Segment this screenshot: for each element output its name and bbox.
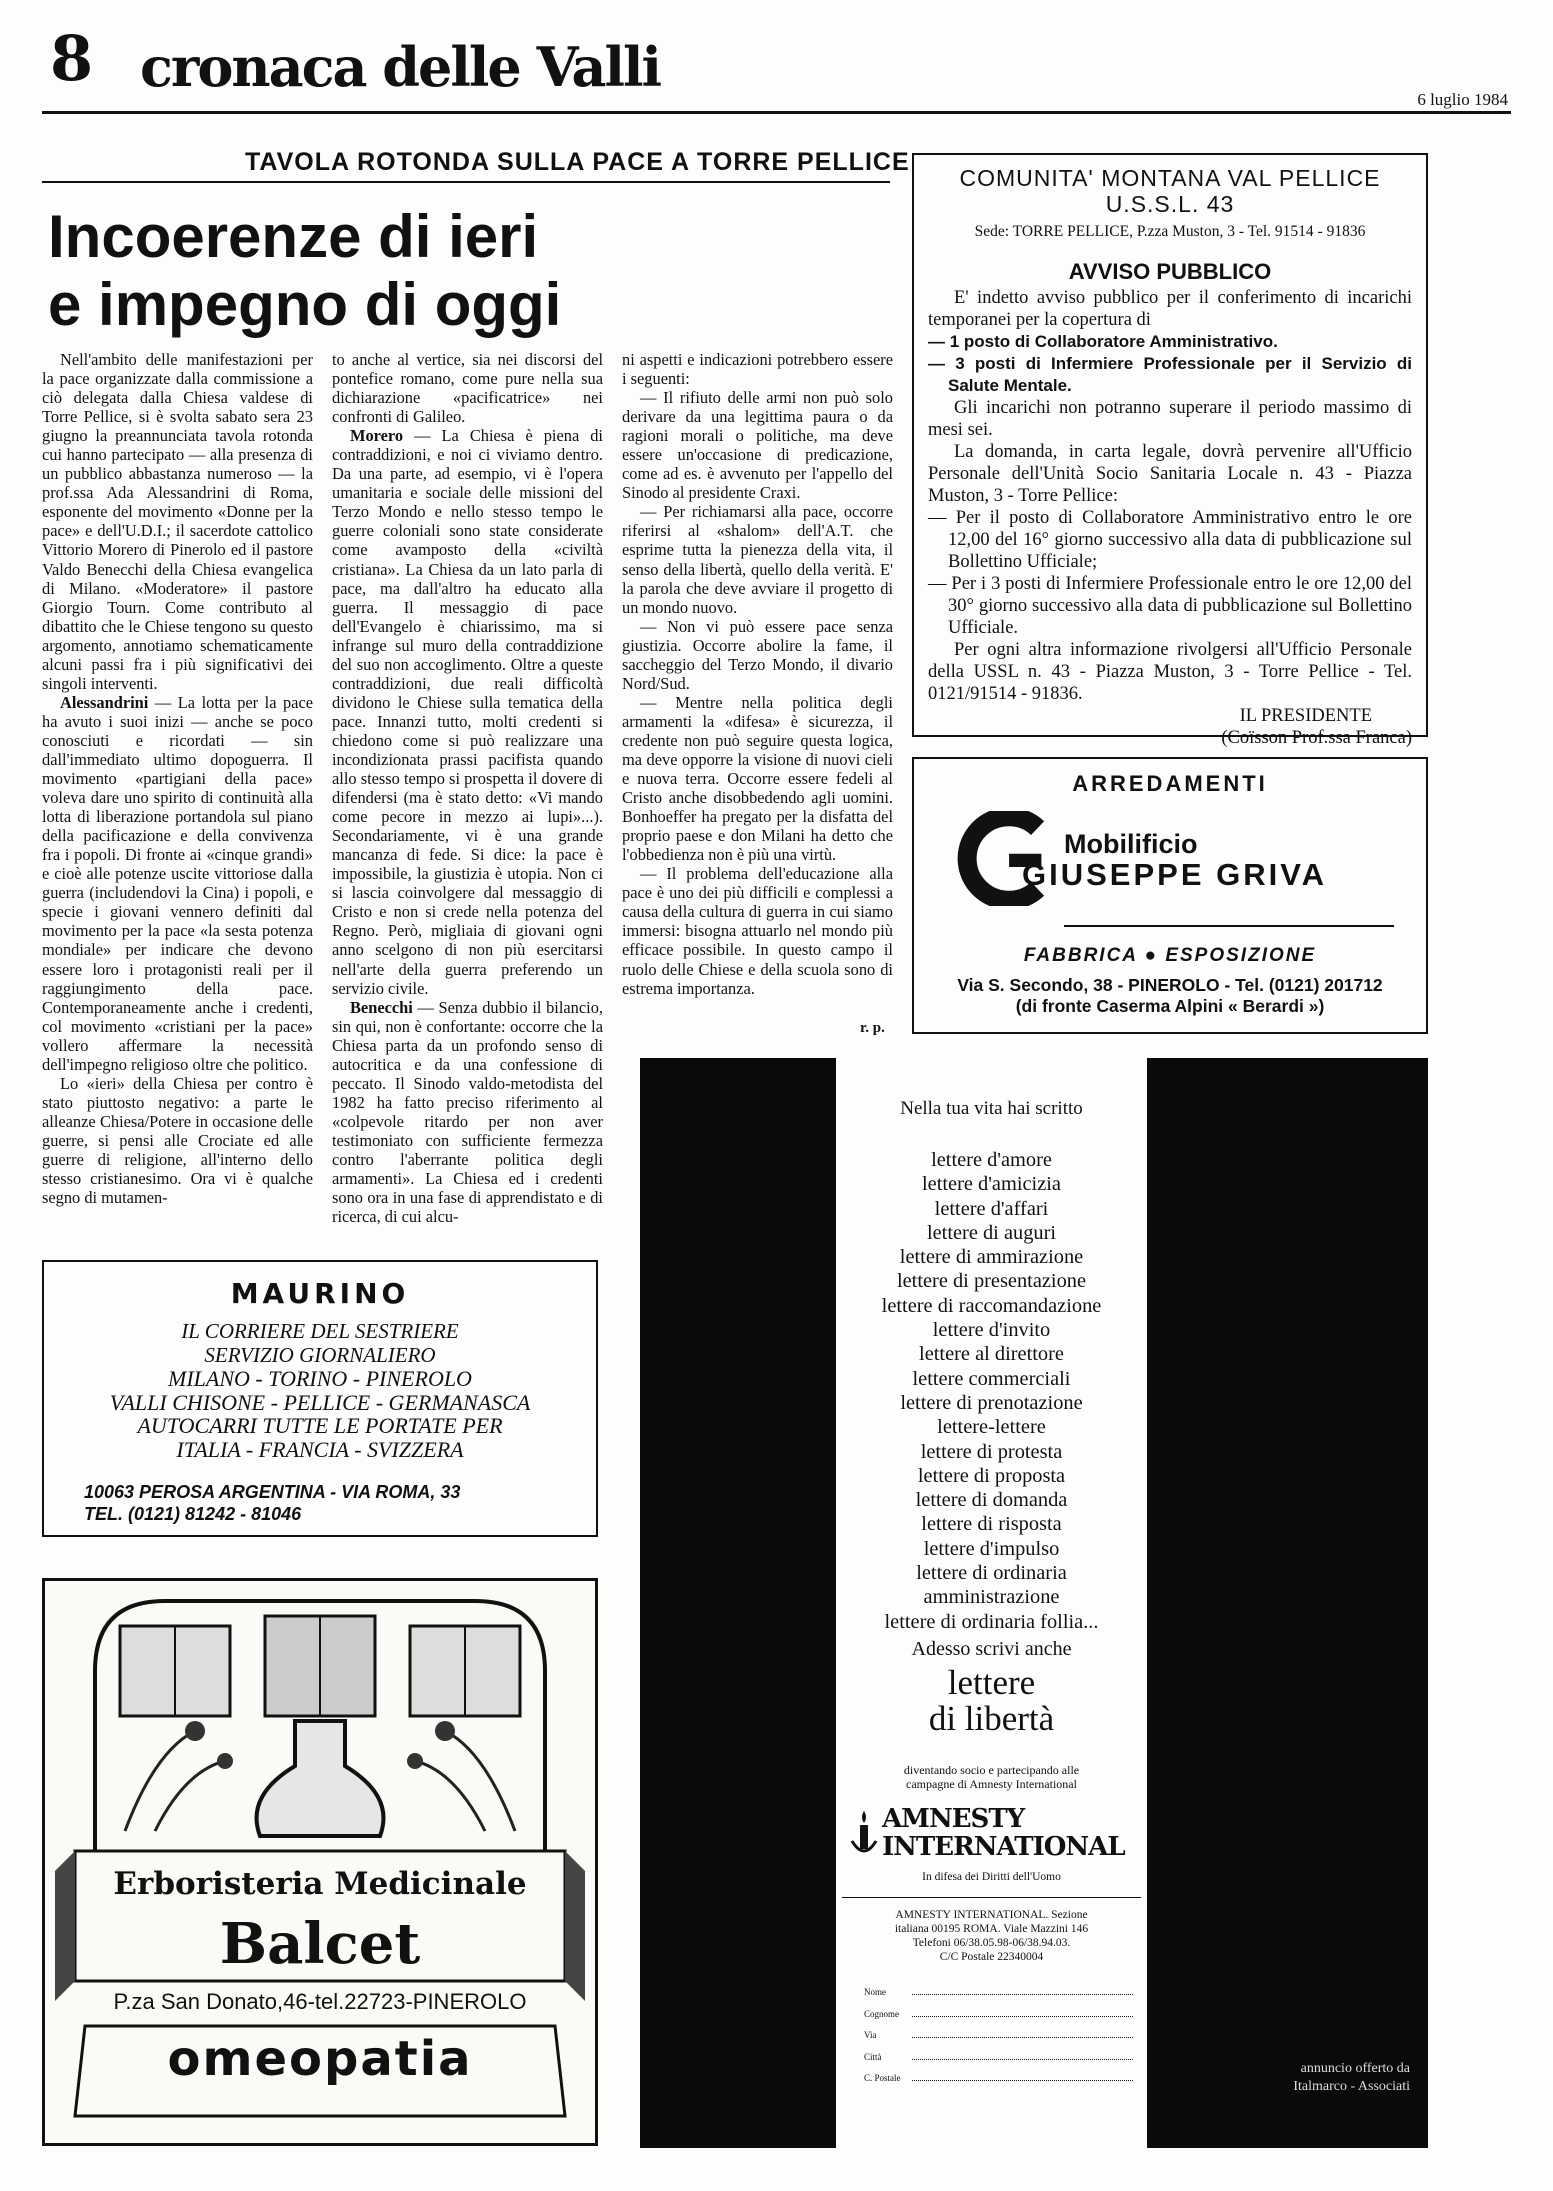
notice-signer-role: IL PRESIDENTE [1239, 706, 1372, 726]
list-item: lettere commerciali [912, 1367, 1071, 1390]
article-column-1 [42, 350, 313, 1262]
list-item: lettere d'affari [934, 1197, 1049, 1220]
article-paragraph: to anche al vertice, sia nei discorsi del pontefice romano, come pure nella sua dichiarazione «pacificatrice» nei confronti di Galileo. [332, 350, 603, 427]
list-item: lettere-lettere [937, 1416, 1046, 1439]
credit-line: annuncio offerto da [1300, 2061, 1410, 2076]
furniture-ad [912, 757, 1428, 1034]
article-paragraph: — Mentre nella politica degli armamenti la «difesa» è sicurezza, il credente non può seguire questa logica, ma deve opporre la visione di nuovi cieli e nuova terra. Occorre essere fedeli al Cristo anche disobbedendo agli uomini. Bonhoeffer ha pregato per la disfatta del proprio paese e don Milani ha detto che l'obbedienza non è più una virtù. [622, 692, 893, 865]
article-paragraph: — Non vi può essere pace senza giustizia. Occorre abolire la fame, il saccheggio del Terzo Mondo, il divario Nord/Sud. [622, 616, 893, 693]
author-initials: r. p. [860, 1020, 885, 1036]
ad-title: MAURINO [230, 1277, 410, 1310]
section-line: italiana 00195 ROMA. Viale Mazzini 146 [894, 1922, 1089, 1935]
ad-call: Adesso scrivi anche [911, 1637, 1072, 1660]
article-column-2 [332, 350, 603, 1262]
field-label: Cognome [864, 2008, 899, 2019]
shop-name: Balcet [219, 1911, 421, 1977]
courier-ad [42, 1260, 598, 1537]
coupon-divider [842, 1897, 1141, 1898]
issue-date: 6 luglio 1984 [1417, 90, 1508, 109]
logo-word-1: AMNESTY [882, 1803, 1025, 1834]
article-headline [48, 203, 808, 339]
notice-post: — 1 posto di Collaboratore Amministrativo. [928, 332, 1278, 351]
speaker-name: Benecchi [350, 997, 413, 1017]
ad-heading: ARREDAMENTI [1072, 771, 1268, 796]
article-paragraph: — Il problema dell'educazione alla pace è uno dei più difficili e complessi a causa della cultura di guerra in cui siamo immersi: bisogna attuarlo nel mondo più efficace possibile. In questo campo il ruolo delle Chiese e della scuola sono di estrema importanza. [622, 864, 893, 998]
shop-specialty: omeopatia [167, 2031, 473, 2087]
ad-tagline: FABBRICA ● ESPOSIZIONE [1023, 945, 1317, 966]
speaker-name: Alessandrini [60, 692, 149, 712]
form-field-cognome[interactable] [864, 1997, 1147, 2019]
field-label: C. Postale [864, 2073, 901, 2084]
ad-black-panel-left [640, 1058, 836, 2148]
field-line [912, 2037, 1133, 2038]
newspaper-title: cronaca delle Valli [140, 35, 661, 99]
list-item: lettere d'invito [932, 1319, 1051, 1342]
list-item: lettere di presentazione [896, 1270, 1087, 1293]
list-item: lettere d'amore [931, 1149, 1052, 1171]
section-line: AMNESTY INTERNATIONAL. Sezione [895, 1908, 1088, 1921]
notice-address: Sede: TORRE PELLICE, P.zza Muston, 3 - Tel. 91514 - 91836 [974, 223, 1366, 240]
public-notice-box [912, 153, 1428, 748]
ad-line: IL CORRIERE DEL SESTRIERE [181, 1319, 459, 1343]
article-paragraph [332, 426, 603, 997]
list-item: lettere di domanda [915, 1489, 1068, 1512]
address-line: 10063 PEROSA ARGENTINA - VIA ROMA, 33 [84, 1482, 461, 1502]
headline-line-1: Incoerenze di ieri [48, 203, 539, 270]
list-item: lettere di auguri [926, 1221, 1057, 1244]
ad-address [914, 975, 1426, 1017]
ad-line: MILANO - TORINO - PINEROLO [168, 1366, 472, 1391]
speaker-name: Morero [350, 426, 404, 446]
coupon-form [836, 1976, 1147, 2084]
ad-slogan-line-2: di libertà [928, 1698, 1055, 1738]
list-item: lettere di ammirazione [899, 1246, 1084, 1269]
ad-credit [1293, 2060, 1410, 2096]
notice-intro: E' indetto avviso pubblico per il conferimento di incarichi temporanei per la copertura di [928, 288, 1412, 330]
candle-icon [850, 1807, 878, 1863]
article-paragraph: Lo «ieri» della Chiesa per contro è stato piuttosto negativo: a parte le alleanze Chiesa/Potere in occasione delle guerre, si pensi alle Crociate ed alle guerre di religione, all'interno dello stesso cristianesimo. Ora vi è qualche segno di mutamen- [42, 1073, 313, 1208]
list-item: lettere al direttore [919, 1343, 1064, 1366]
ad-address [84, 1482, 460, 1525]
paragraph-text: — La Chiesa è piena di contraddizioni, e noi ci viviamo dentro. Da una parte, ad esempio, vi è l'opera umanitaria e sociale delle missioni del Terzo Mondo e nello stesso tempo le guerre coloniali sono state considerate come avamposto della «civiltà cristiana». La Chiesa da un lato parla di pace, ma dall'altro ha educato alla guerra. Il messaggio di pace dell'Evangelo è chiarissimo, ma si infrange sul muro della contraddizione del suo non accoglimento. Oltre a queste contraddizioni, due reali difficoltà dividono le Chiese sulla tematica della pace. Innanzi tutto, molti credenti si chiedono come si può realizzare una incondizionata prassi pacifista quando allo stesso tempo si prospetta il dovere di difendersi (ma è stato detto: «Vi mando come pecore in mezzo ai lupi»...). Secondariamente, vi è una grande mancanza di fede. Si dice: la pace è impossibile, la giustizia è utopia. Non ci si lascia coinvolgere dal messaggio di Cristo e non si crede nella potenza del Regno. Però, migliaia di giovani ogni anno scelgono di non più esercitarsi nell'arte della guerra preferendo un servizio civile. [332, 426, 603, 998]
amnesty-logo [836, 1805, 1147, 1871]
field-line [912, 1994, 1133, 1995]
article-column-3 [622, 350, 893, 1030]
list-item: amministrazione [923, 1586, 1060, 1609]
page-number: 8 [50, 22, 94, 95]
list-item: lettere di raccomandazione [881, 1294, 1102, 1317]
ad-intro: Nella tua vita hai scritto [900, 1098, 1083, 1119]
article-paragraph: Nell'ambito delle manifestazioni per la pace organizzate dalla commissione a ciò delegata dalla Chiesa valdese di Torre Pellice, si è svolta sabato sera 23 giugno la preannunciata tavola rotonda cui hanno partecipato — alla presenza di un pubblico abbastanza numeroso — la prof.ssa Ada Alessandrini di Roma, esponente del movimento «Donne per la pace» e dell'U.D.I.; il sacerdote cattolico Vittorio Morero di Pinerolo ed il pastore Valdo Benecchi della Chiesa evangelica di Milano. «Moderatore» il pastore Giorgio Tourn. Come contributo al dibattito che le Chiese tengono su questo argomento, annotiamo schematicamente alcuni passi fra i più significativi dei singoli interventi. [42, 350, 313, 693]
field-line [912, 2080, 1133, 2081]
form-field-via[interactable] [864, 2019, 1147, 2041]
shop-type: Erboristeria Medicinale [113, 1866, 527, 1902]
field-label: Nome [864, 1987, 886, 1998]
form-field-nome[interactable] [864, 1976, 1147, 1998]
article-kicker: TAVOLA ROTONDA SULLA PACE A TORRE PELLICE [245, 148, 910, 176]
letters-list [836, 1148, 1147, 1634]
notice-deadline: — Per il posto di Collaboratore Amministrativo entro le ore 12,00 del 16° giorno successivo alla data di pubblicazione sul Bollettino Ufficiale; [928, 508, 1412, 572]
list-item: lettere di prenotazione [900, 1391, 1083, 1414]
notice-heading: AVVISO PUBBLICO [1068, 259, 1272, 284]
article-paragraph: — Per richiamarsi alla pace, occorre riferirsi al «shalom» dell'A.T. che esprime tutta la pienezza della vita, il senso della libertà, quello della verità. E' la parola che deve avviare il progetto di un mondo nuovo. [622, 502, 893, 617]
ad-line: VALLI CHISONE - PELLICE - GERMANASCA [109, 1389, 531, 1415]
list-item: lettere di ordinaria follia... [884, 1610, 1099, 1633]
field-label: Città [864, 2051, 882, 2062]
list-item: lettere di ordinaria [916, 1562, 1067, 1585]
ad-line: SERVIZIO GIORNALIERO [204, 1342, 436, 1367]
herbalist-ad [42, 1578, 598, 2146]
list-item: lettere di risposta [921, 1513, 1062, 1536]
notice-signer-name: (Coïsson Prof.ssa Franca) [1221, 728, 1412, 748]
list-item: lettere di protesta [920, 1440, 1063, 1463]
headline-line-2: e impegno di oggi [48, 271, 562, 338]
list-item: lettere di proposta [917, 1464, 1066, 1487]
phone-line: TEL. (0121) 81242 - 81046 [84, 1503, 302, 1524]
logo-tagline: In difesa dei Diritti dell'Uomo [922, 1870, 1061, 1883]
ad-slogan-line-1: lettere [947, 1662, 1036, 1702]
field-line [912, 2059, 1133, 2060]
masthead-divider [42, 111, 1511, 114]
logo-word-2: INTERNATIONAL [882, 1831, 1125, 1862]
article-paragraph: — Il rifiuto delle armi non può solo derivare da una legittima paura o da ragioni morali o politiche, ma deve essere un'occasione di predicazione, come ad es. è avvenuto per l'appello del Sinodo al presidente Craxi. [622, 388, 893, 503]
brand-line-2: GIUSEPPE GRIVA [1022, 857, 1327, 892]
small-line: campagne di Amnesty International [906, 1776, 1077, 1791]
small-line: diventando socio e partecipando alle [903, 1762, 1080, 1777]
brand-underline [1064, 925, 1394, 927]
section-address [836, 1908, 1147, 1964]
brand-line-1: Mobilificio [1064, 829, 1198, 859]
notice-issuer: COMUNITA' MONTANA VAL PELLICE [959, 165, 1381, 191]
shop-address: P.za San Donato,46-tel.22723-PINEROLO [113, 1989, 527, 2014]
article-paragraph [332, 998, 603, 1227]
kicker-divider [42, 181, 890, 183]
notice-info: Per ogni altra informazione rivolgersi all'Ufficio Personale della USSL n. 43 - Piazza Muston, 3 - Torre Pellice - Tel. 0121/91514 - 91836. [928, 640, 1412, 704]
amnesty-ad [836, 1058, 1147, 2148]
address-line: Via S. Secondo, 38 - PINEROLO - Tel. (0121) 201712 [957, 975, 1383, 995]
section-line: C/C Postale 22340004 [939, 1950, 1044, 1963]
paragraph-text: — Senza dubbio il bilancio, sin qui, non è confortante: occorre che la Chiesa parta da un profondo senso di autocritica e da una confessione di peccato. Il Sinodo valdo-metodista del 1982 ha fatto preciso riferimento al «colpevole ritardo per non aver testimoniato con sufficiente fermezza contro l'aberrante politica degli armamenti». La Chiesa ed i credenti sono ora in una fase di apprendistato e di ricerca, di cui alcu- [332, 997, 603, 1227]
ad-small-text [836, 1763, 1147, 1791]
ad-line: AUTOCARRI TUTTE LE PORTATE PER [137, 1413, 503, 1438]
notice-application: La domanda, in carta legale, dovrà pervenire all'Ufficio Personale dell'Unità Socio Sanitaria Locale n. 43 - Piazza Muston, 3 - Torre Pellice: [928, 442, 1412, 506]
field-line [912, 2016, 1133, 2017]
notice-post: — 3 posti di Infermiere Professionale per il Servizio di Salute Mentale. [928, 354, 1412, 395]
form-field-citta[interactable] [864, 2040, 1147, 2062]
paragraph-text: — La lotta per la pace ha avuto i suoi inizi — anche se poco conosciuti e ricordati — sin dall'immediato ultimo dopoguerra. Il movimento «partigiani della pace» voleva dare uno spirito di continuità alla lotta di liberazione portandola sul piano della pacificazione e della convivenza fra i popoli. Di fronte ai «cinque grandi» e cioè alle potenze uscite vittoriose dalla guerra (includendovi la Cina) i popoli, e specie i giovani vennero definiti dal movimento per la pace «la sesta potenza mondiale» per indicare che devono essere loro i protagonisti reali per il raggiungimento della pace. Contemporaneamente anche i credenti, col movimento «cristiani per la pace» vollero affermare la necessità dell'impegno religioso oltre che politico. [42, 692, 313, 1074]
notice-deadline: — Per i 3 posti di Infermiere Professionale entro le ore 12,00 del 30° giorno successivo alla data di pubblicazione sul Bollettino Ufficiale. [928, 574, 1412, 638]
list-item: lettere d'amicizia [922, 1173, 1061, 1196]
section-line: Telefoni 06/38.05.98-06/38.94.03. [912, 1936, 1071, 1949]
credit-line: Italmarco - Associati [1293, 2079, 1410, 2094]
list-item: lettere d'impulso [923, 1537, 1060, 1560]
notice-duration: Gli incarichi non potranno superare il periodo massimo di mesi sei. [928, 398, 1412, 440]
address-line: (di fronte Caserma Alpini « Berardi ») [1015, 996, 1325, 1016]
article-paragraph [42, 693, 313, 1074]
field-label: Via [864, 2030, 877, 2041]
ad-line: ITALIA - FRANCIA - SVIZZERA [176, 1436, 464, 1462]
ad-black-panel-right [1147, 1058, 1428, 2148]
form-field-c-postale[interactable] [864, 2062, 1147, 2084]
article-paragraph: ni aspetti e indicazioni potrebbero essere i seguenti: [622, 350, 893, 389]
notice-issuer-sub: U.S.S.L. 43 [1105, 191, 1235, 217]
ad-lines [44, 1320, 596, 1461]
